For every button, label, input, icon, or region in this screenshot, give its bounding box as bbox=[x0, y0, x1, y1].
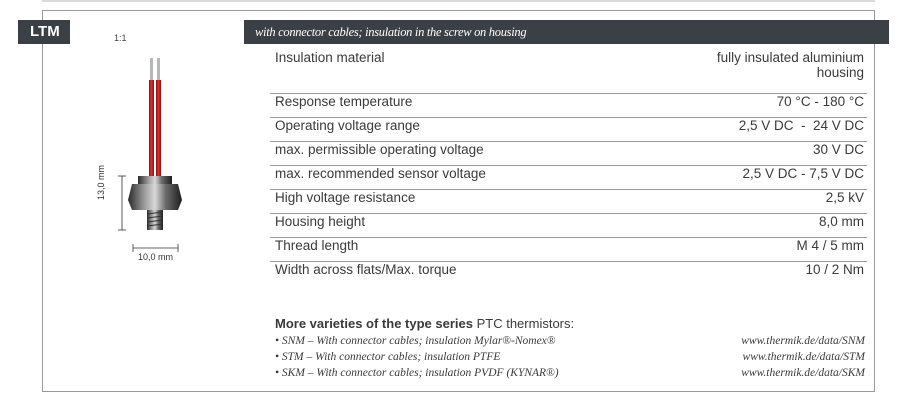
spec-label: max. permissible operating voltage bbox=[270, 141, 619, 165]
wire-tips bbox=[150, 58, 160, 80]
table-row bbox=[270, 117, 867, 141]
varieties-title bbox=[275, 316, 865, 333]
spec-label: Housing height bbox=[270, 213, 619, 237]
variety-link[interactable]: www.thermik.de/data/SKM bbox=[741, 367, 865, 379]
table-row bbox=[270, 50, 867, 93]
spec-value-line: housing bbox=[816, 65, 864, 80]
product-badge: LTM bbox=[18, 20, 70, 44]
table-row bbox=[270, 261, 867, 285]
connector-cables bbox=[149, 80, 161, 178]
spec-value: 8,0 mm bbox=[619, 213, 867, 237]
variety-text: • STM – With connector cables; insulation PTFE bbox=[275, 351, 501, 363]
thermistor-drawing bbox=[100, 50, 220, 260]
variety-text: • SNM – With connector cables; insulation Mylar®-Nomex® bbox=[275, 335, 556, 347]
table-row bbox=[270, 237, 867, 261]
list-item bbox=[275, 365, 865, 381]
spec-value bbox=[619, 50, 867, 93]
variety-link[interactable]: www.thermik.de/data/STM bbox=[742, 351, 865, 363]
spec-label: Operating voltage range bbox=[270, 117, 619, 141]
table-row bbox=[270, 189, 867, 213]
spec-value: 2,5 V DC - 7,5 V DC bbox=[619, 165, 867, 189]
product-description-bar: with connector cables; insulation in the screw on housing bbox=[244, 20, 889, 44]
variety-link[interactable]: www.thermik.de/data/SNM bbox=[741, 335, 865, 347]
table-row bbox=[270, 93, 867, 117]
width-dimension bbox=[133, 244, 178, 252]
spec-label: Insulation material bbox=[270, 50, 619, 93]
spec-label: Thread length bbox=[270, 237, 619, 261]
scale-label: 1:1 bbox=[114, 33, 127, 43]
height-dimension bbox=[118, 176, 126, 230]
table-row bbox=[270, 141, 867, 165]
spec-value: 10 / 2 Nm bbox=[805, 261, 864, 277]
spec-label: High voltage resistance bbox=[270, 189, 619, 213]
table-row bbox=[270, 213, 867, 237]
list-item bbox=[275, 333, 865, 349]
housing-cap bbox=[138, 176, 172, 184]
varieties-section bbox=[275, 316, 865, 381]
list-item bbox=[275, 349, 865, 365]
varieties-title-rest: PTC thermistors: bbox=[472, 316, 575, 331]
spec-label: Response temperature bbox=[270, 93, 619, 117]
spec-value: M 4 / 5 mm bbox=[619, 237, 867, 261]
spec-value: 70 °C - 180 °C bbox=[619, 93, 867, 117]
height-dimension-label: 13,0 mm bbox=[96, 164, 106, 200]
spec-value: 2,5 V DC - 24 V DC bbox=[619, 117, 867, 141]
spec-value-line: fully insulated aluminium bbox=[716, 50, 864, 65]
thread bbox=[147, 210, 163, 230]
spec-label: Width across flats/Max. torque bbox=[275, 261, 457, 277]
housing-body bbox=[128, 184, 182, 210]
varieties-title-bold: More varieties of the type series bbox=[275, 316, 473, 331]
variety-text: • SKM – With connector cables; insulation PVDF (KYNAR®) bbox=[275, 367, 559, 379]
spec-value: 30 V DC bbox=[619, 141, 867, 165]
width-dimension-label: 10,0 mm bbox=[138, 252, 174, 262]
spec-table bbox=[270, 50, 867, 285]
spec-label: max. recommended sensor voltage bbox=[270, 165, 619, 189]
top-divider bbox=[42, 0, 875, 2]
spec-value: 2,5 kV bbox=[619, 189, 867, 213]
table-row bbox=[270, 165, 867, 189]
